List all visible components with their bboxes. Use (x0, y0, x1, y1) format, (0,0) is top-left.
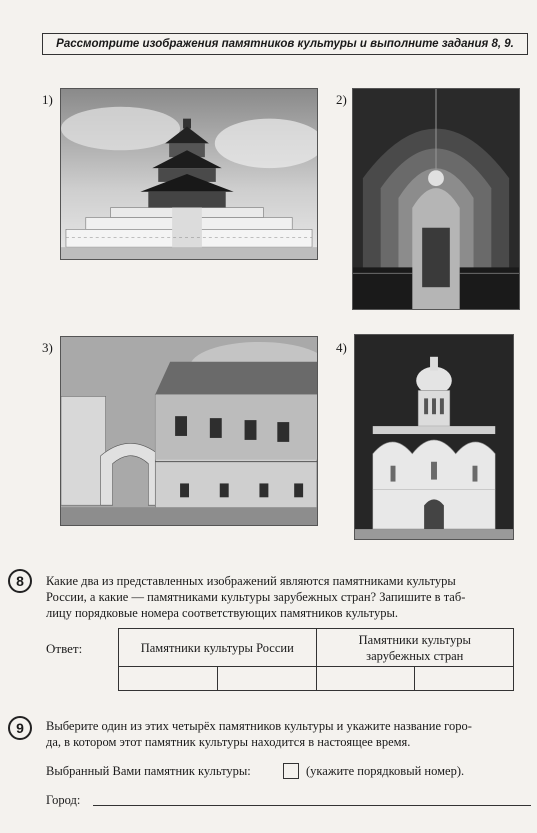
answer-cell-foreign-1[interactable] (316, 667, 415, 691)
task-8-text: Какие два из представленных изображений являются памятниками культуры России, а какие — памятниками культуры зарубежных стран? Запишите в таб- лицу порядковые номера соответствующих памятников культуры. (46, 574, 466, 620)
answer-cell-russia-2[interactable] (217, 667, 316, 691)
photo-church-interior (352, 88, 520, 310)
answer-table (118, 628, 514, 691)
answer-label: Ответ: (46, 641, 83, 656)
task-8-number: 8 (8, 569, 32, 593)
city-label: Город: (46, 793, 81, 807)
image-number-2: 2) (336, 92, 347, 107)
instruction-text: Рассмотрите изображения памятников культуры и выполните задания 8, 9. (56, 38, 514, 50)
photo-temple-of-heaven (60, 88, 318, 260)
task-9-text: Выберите один из этих четырёх памятников культуры и укажите название горо- да, в котором этот памятник культуры находится в настоящее время. (46, 719, 472, 749)
chosen-monument-hint: (укажите порядковый номер). (306, 764, 465, 778)
task-9-number: 9 (8, 716, 32, 740)
image-number-1: 1) (42, 92, 53, 107)
answer-cell-russia-1[interactable] (119, 667, 218, 691)
header-russia: Памятники культуры России (119, 629, 317, 667)
image-number-4: 4) (336, 340, 347, 355)
photo-palace-chambers (60, 336, 318, 526)
photo-white-stone-cathedral (354, 334, 514, 540)
chosen-monument-label: Выбранный Вами памятник культуры: (46, 764, 251, 778)
answer-cell-foreign-2[interactable] (415, 667, 514, 691)
header-foreign: Памятники культуры зарубежных стран (316, 629, 514, 667)
instruction-header (42, 33, 528, 55)
image-number-3: 3) (42, 340, 53, 355)
city-answer-line[interactable] (93, 805, 531, 806)
chosen-monument-box[interactable] (283, 763, 299, 779)
